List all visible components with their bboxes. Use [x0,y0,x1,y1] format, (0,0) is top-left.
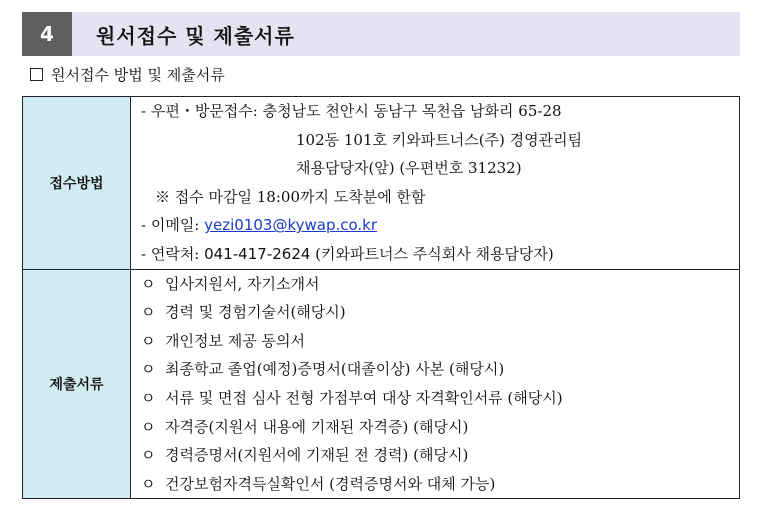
list-item: ㅇ 자격증(지원서 내용에 기재된 자격증) (해당시) [141,413,739,442]
mail-line-3: 채용담당자(앞) (우편번호 31232) [296,159,522,178]
section-title: 원서접수 및 제출서류 [96,23,295,48]
documents-content [131,269,740,499]
mail-address-1: 충청남도 천안시 동남구 목천읍 남화리 65-28 [262,102,562,120]
contact-phone: 041-417-2624 [204,244,311,263]
deadline-note: ※ 접수 마감일 18:00까지 도착분에 한함 [155,187,426,206]
list-item: ㅇ 서류 및 면접 심사 전형 가점부여 대상 자격확인서류 (해당시) [141,384,739,413]
reception-row [23,97,740,270]
section-number: 4 [22,12,72,56]
circle-bullet-icon: ㅇ [141,446,156,465]
documents-label: 제출서류 [23,269,131,499]
list-item: ㅇ 입사지원서, 자기소개서 [141,270,739,299]
contact-line [141,240,739,269]
circle-bullet-icon: ㅇ [141,274,156,293]
documents-row [23,269,740,499]
square-bullet-icon [30,68,43,81]
contact-prefix: - 연락처: [141,244,205,263]
reception-label: 접수방법 [23,97,131,270]
circle-bullet-icon: ㅇ [141,303,156,322]
list-item: ㅇ 경력증명서(지원서에 기재된 전 경력) (해당시) [141,441,739,470]
list-item: ㅇ 개인정보 제공 동의서 [141,327,739,356]
reception-content [131,97,740,270]
email-link[interactable]: yezi0103@kywap.co.kr [204,216,378,235]
mail-prefix: - 우편・방문접수: [141,102,263,120]
circle-bullet-icon: ㅇ [141,331,156,350]
list-item: ㅇ 최종학교 졸업(예정)증명서(대졸이상) 사본 (해당시) [141,355,739,384]
email-prefix: - 이메일: [141,216,205,235]
list-item: ㅇ 경력 및 경험기술서(해당시) [141,298,739,327]
email-line [141,211,739,240]
mail-line-2: 102동 101호 키와파트너스(주) 경영관리팀 [296,130,583,149]
circle-bullet-icon: ㅇ [141,417,156,436]
mail-line-1 [141,97,739,126]
subheading-text: 원서접수 방법 및 제출서류 [51,66,225,84]
circle-bullet-icon: ㅇ [141,360,156,379]
section-header [22,12,740,56]
circle-bullet-icon: ㅇ [141,388,156,407]
circle-bullet-icon: ㅇ [141,474,156,493]
list-item: ㅇ 건강보험자격득실확인서 (경력증명서와 대체 가능) [141,470,739,499]
subheading [30,64,225,85]
application-table [22,96,740,499]
contact-suffix: (키와파트너스 주식회사 채용담당자) [310,244,554,263]
